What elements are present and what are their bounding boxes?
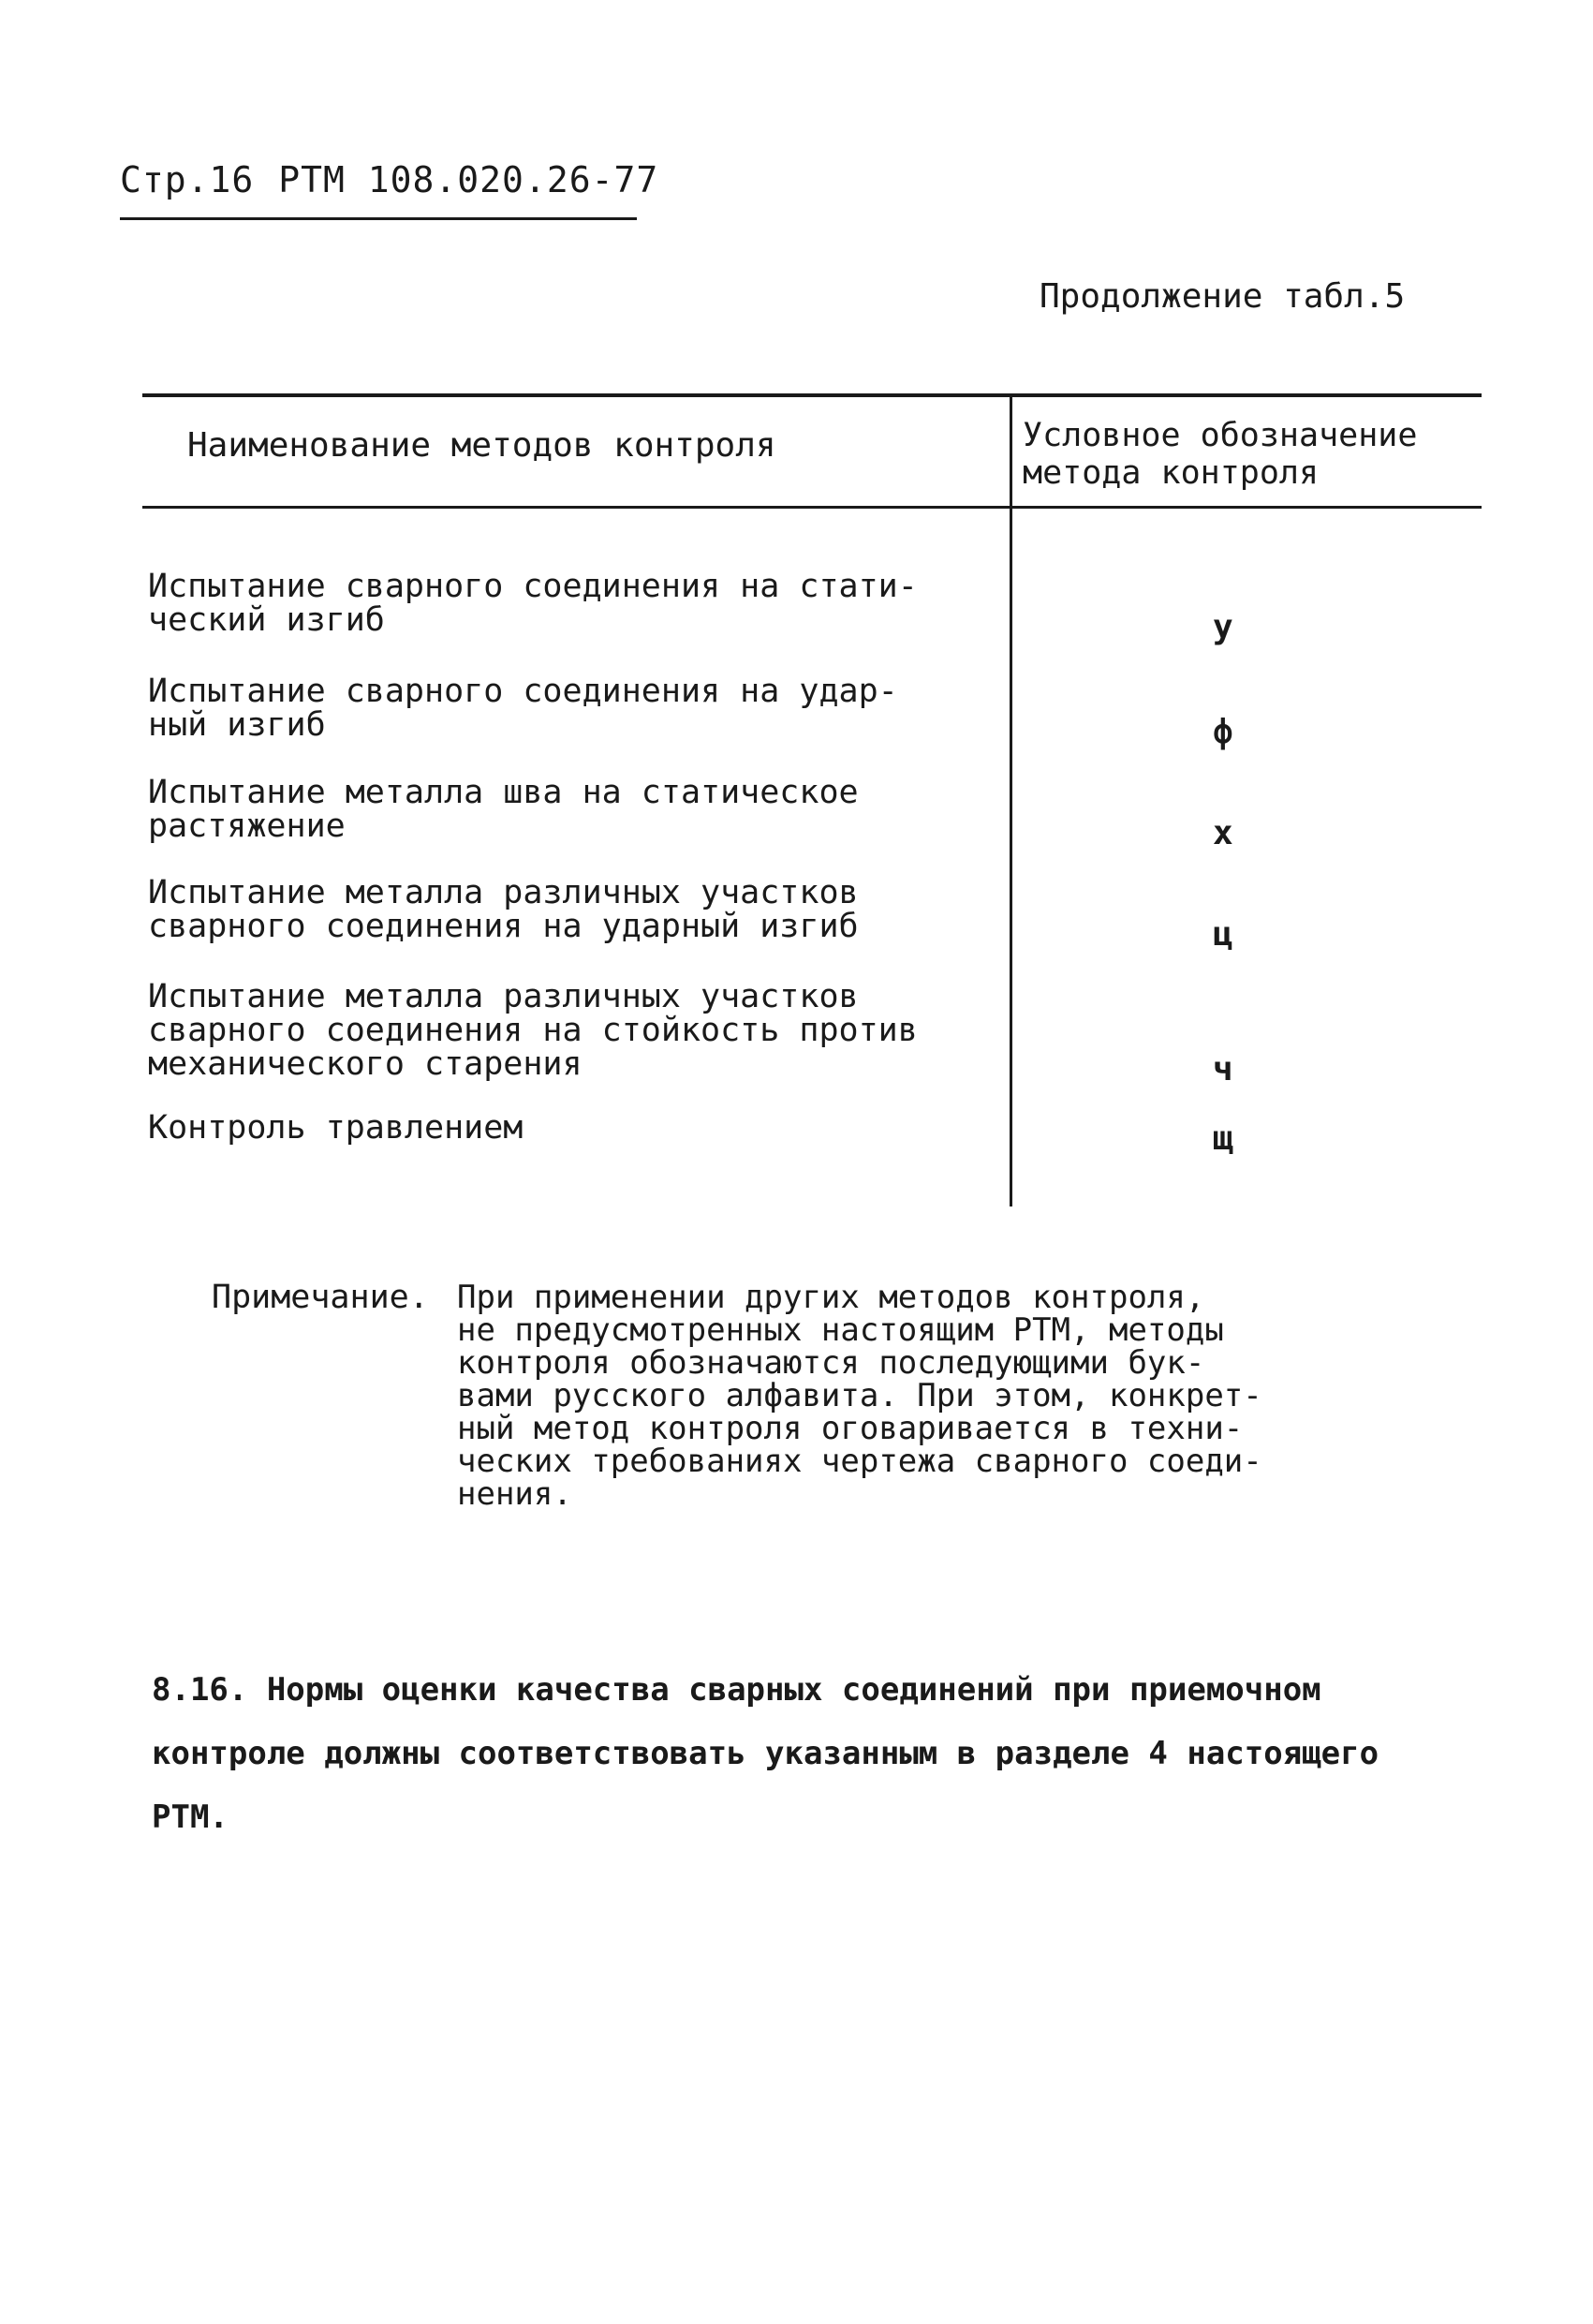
- table-row-code-4: ц: [1213, 915, 1233, 954]
- note-label: Примечание.: [212, 1279, 429, 1316]
- table-row-code-3: х: [1213, 814, 1233, 852]
- table-row-name-3: Испытание металла шва на статическое растяжение: [148, 774, 859, 845]
- table-row-code-1: у: [1213, 608, 1233, 646]
- table-row-name-4: Испытание металла различных участков сварного соединения на ударный изгиб: [148, 874, 859, 945]
- note-text: При применении других методов контроля, не предусмотренных настоящим РТМ, методы контроля обозначаются последующими бук- вами русского алфавита. При этом, конкрет- ный метод контроля оговаривается в техни- ческих требованиях чертежа сварного соеди- нения.: [457, 1279, 1262, 1513]
- table-row-name-1: Испытание сварного соединения на стати- ческий изгиб: [148, 568, 918, 639]
- table-row-code-5: ч: [1213, 1050, 1233, 1088]
- column-header-method-name: Наименование методов контроля: [187, 426, 776, 465]
- page-header: [120, 159, 658, 200]
- table-top-rule: [142, 393, 1482, 397]
- document-code: РТМ 108.020.26-77: [278, 159, 659, 200]
- header-underline: [120, 217, 637, 220]
- table-header-rule: [142, 506, 1482, 509]
- table-row-code-2: ф: [1213, 713, 1233, 751]
- table-row-name-6: Контроль травлением: [148, 1109, 524, 1147]
- section-paragraph-8-16: 8.16. Нормы оценки качества сварных соединений при приемочном контроле должны соответствовать указанным в разделе 4 настоящего РТМ.: [152, 1671, 1379, 1836]
- table-row-code-6: щ: [1213, 1119, 1233, 1158]
- table-continuation-label: Продолжение табл.5: [1040, 277, 1406, 316]
- table-row-name-5: Испытание металла различных участков сварного соединения на стойкость против механического старения: [148, 978, 918, 1083]
- table-row-name-2: Испытание сварного соединения на удар- ный изгиб: [148, 673, 898, 744]
- page-number: Стр.16: [120, 159, 255, 200]
- table-column-divider: [1010, 393, 1012, 1206]
- column-header-method-code: Условное обозначение метода контроля: [1023, 417, 1418, 492]
